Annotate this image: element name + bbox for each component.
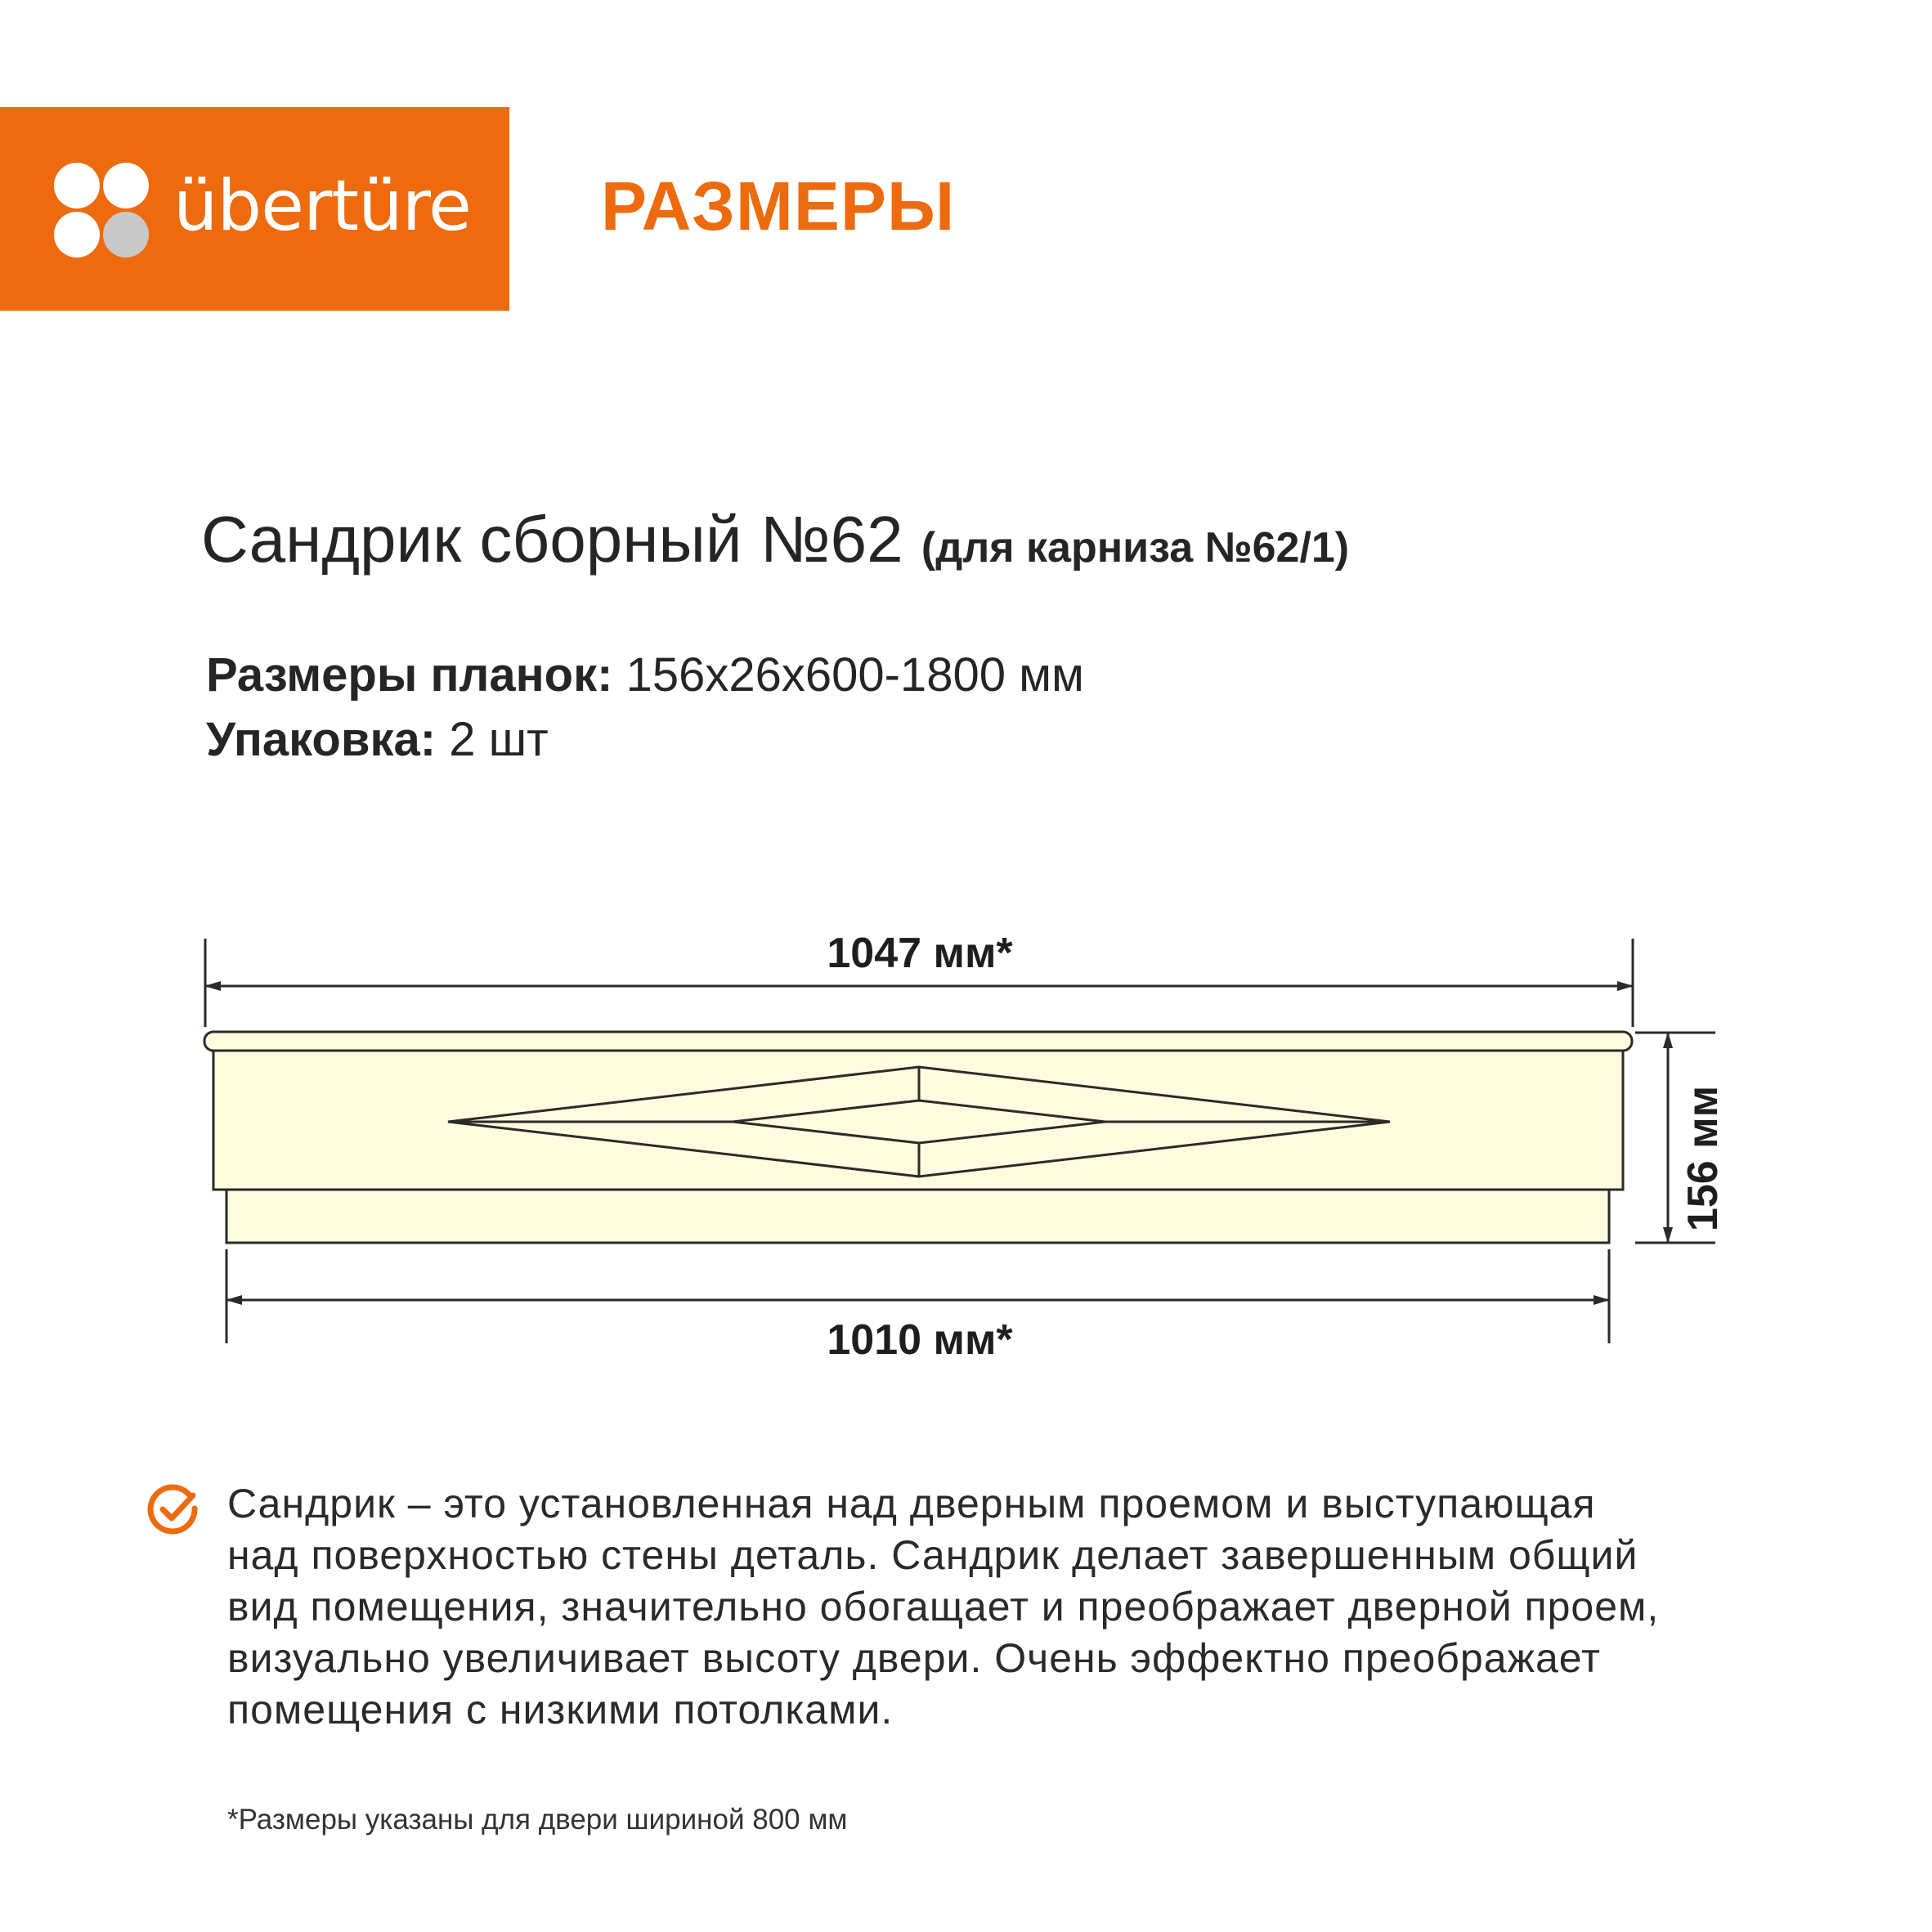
section-title: РАЗМЕРЫ	[601, 168, 956, 244]
spec-package-value: 2 шт	[436, 713, 549, 766]
description-line: вид помещения, значительно обогащает и преображает дверной проем,	[227, 1584, 1660, 1629]
dim-top-label: 1047 мм*	[827, 930, 1013, 977]
description-line: над поверхностью стены деталь. Сандрик делает завершенным общий	[227, 1532, 1638, 1578]
spec-package-label: Упаковка:	[206, 713, 437, 766]
spec-planks-value: 156x26x600-1800 мм	[612, 648, 1084, 702]
description-line: визуально увеличивает высоту двери. Очень эффектно преображает	[227, 1635, 1601, 1681]
dim-side-label: 156 мм	[1679, 1085, 1727, 1232]
product-name: Сандрик сборный №62	[201, 503, 903, 576]
cornice-top	[204, 1032, 1632, 1051]
spec-planks-label: Размеры планок:	[206, 648, 613, 702]
brand-name: übertüre	[173, 165, 471, 247]
description	[227, 1478, 1863, 1736]
bottom-plank	[226, 1190, 1609, 1243]
description-line: Сандрик – это установленная над дверным проемом и выступающая	[227, 1481, 1596, 1526]
description-line: помещения с низкими потолками.	[227, 1687, 894, 1733]
dim-bottom-label: 1010 мм*	[827, 1316, 1013, 1364]
check-circle-icon	[147, 1484, 199, 1536]
product-subtitle: (для карниза №62/1)	[921, 524, 1350, 572]
footnote: *Размеры указаны для двери шириной 800 мм	[227, 1804, 848, 1836]
